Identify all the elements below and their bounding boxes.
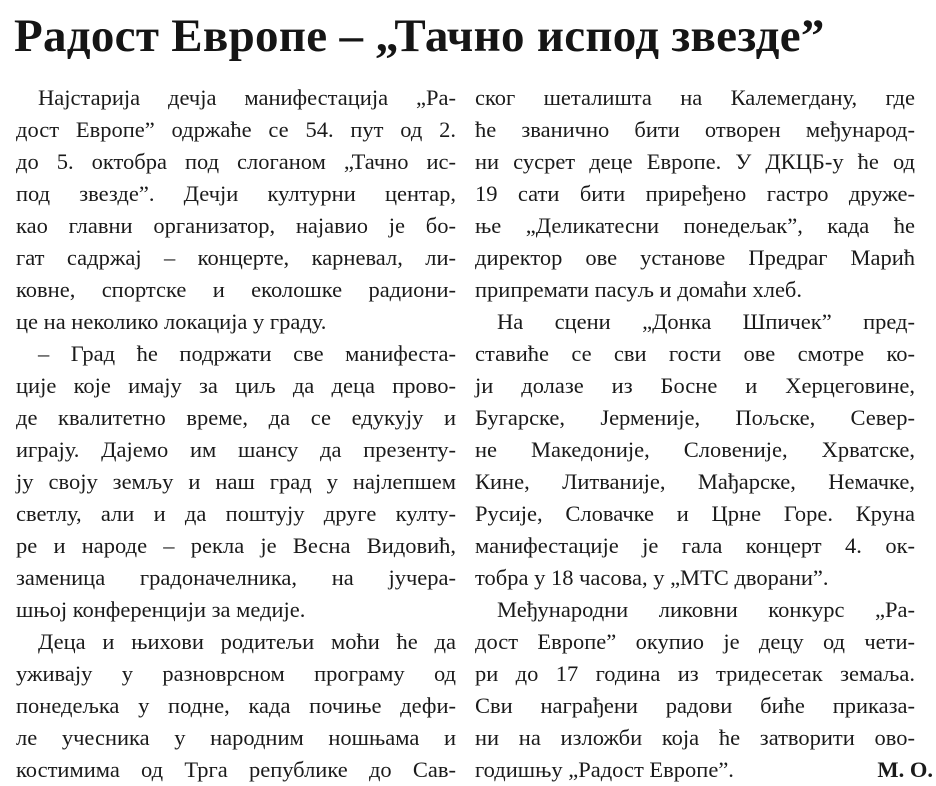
text-line xyxy=(475,114,915,146)
text-line-content: уживају у разноврсном програму од xyxy=(16,661,456,686)
text-line-content: понедељка у подне, када почиње дефи- xyxy=(16,693,456,718)
text-line xyxy=(475,274,915,306)
text-line-content: као главни организатор, најавио је бо- xyxy=(16,213,456,238)
text-line xyxy=(16,274,456,306)
text-line xyxy=(16,562,456,594)
text-line xyxy=(16,754,456,786)
text-line xyxy=(475,754,933,786)
text-line-content: ре и народе – рекла је Весна Видовић, xyxy=(16,533,456,558)
text-line xyxy=(475,690,915,722)
text-line xyxy=(475,146,915,178)
text-line-content: не Македоније, Словеније, Хрватске, xyxy=(475,437,915,462)
text-line-content: ни сусрет деце Европе. У ДКЦБ-у ће од xyxy=(475,149,915,174)
text-line xyxy=(16,466,456,498)
text-line-content: Сви награђени радови биће приказа- xyxy=(475,693,915,718)
article-column-right xyxy=(475,82,933,786)
text-line xyxy=(16,530,456,562)
text-line-content: ће званично бити отворен међународ- xyxy=(475,117,915,142)
text-line-content: играју. Дајемо им шансу да презенту- xyxy=(16,437,456,462)
text-line xyxy=(475,626,915,658)
text-line-content: Бугарске, Јерменије, Пољске, Север- xyxy=(475,405,915,430)
article-headline: Радост Европе – „Тачно испод звезде” xyxy=(14,10,825,62)
text-line-content: Кине, Литваније, Мађарске, Немачке, xyxy=(475,469,915,494)
text-line-content: це на неколико локација у граду. xyxy=(16,309,327,334)
text-line-content: Најстарија дечја манифестација „Ра- xyxy=(38,85,456,110)
text-line-content: ње „Деликатесни понедељак”, када ће xyxy=(475,213,915,238)
text-line xyxy=(16,82,456,114)
text-line xyxy=(16,306,456,338)
text-line xyxy=(16,594,456,626)
author-signature: М. О. xyxy=(877,757,933,782)
text-line xyxy=(475,178,915,210)
text-line-content: ског шеталишта на Калемегдану, где xyxy=(475,85,915,110)
text-line xyxy=(16,626,456,658)
text-line-content: шњој конференцији за медије. xyxy=(16,597,306,622)
text-line xyxy=(475,338,915,370)
text-line xyxy=(16,434,456,466)
text-line xyxy=(475,658,915,690)
text-line-content: 19 сати бити приређено гастро друже- xyxy=(475,181,915,206)
text-line-content: дост Европе” одржаће се 54. пут од 2. xyxy=(16,117,456,142)
text-line-content: Деца и њихови родитељи моћи ће да xyxy=(38,629,456,654)
text-line xyxy=(16,242,456,274)
text-line xyxy=(475,210,915,242)
text-line-content: ције које имају за циљ да деца прово- xyxy=(16,373,456,398)
text-line-content: костимима од Трга републике до Сав- xyxy=(16,757,456,782)
text-line xyxy=(16,338,456,370)
text-line xyxy=(16,370,456,402)
text-line-content: ставиће се сви гости ове смотре ко- xyxy=(475,341,915,366)
text-line-content: ле учесника у народним ношњама и xyxy=(16,725,456,750)
text-line-content: ни на изложби која ће затворити ово- xyxy=(475,725,915,750)
text-line xyxy=(475,306,915,338)
text-line-content: директор ове установе Предраг Марић xyxy=(475,245,915,270)
text-line xyxy=(475,82,915,114)
text-line-content: заменица градоначелника, на јучера- xyxy=(16,565,456,590)
text-line-content: ри до 17 година из тридесетак земаља. xyxy=(475,661,915,686)
text-line xyxy=(16,658,456,690)
text-line xyxy=(475,722,915,754)
text-line-content: ковне, спортске и еколошке радиони- xyxy=(16,277,456,302)
text-line xyxy=(475,498,915,530)
text-line xyxy=(16,690,456,722)
text-line-content: ји долазе из Босне и Херцеговине, xyxy=(475,373,915,398)
text-line xyxy=(475,434,915,466)
text-line xyxy=(16,178,456,210)
text-line xyxy=(16,402,456,434)
text-line xyxy=(475,466,915,498)
text-line xyxy=(16,146,456,178)
text-line-content: гат садржај – концерте, карневал, ли- xyxy=(16,245,456,270)
text-line-content: – Град ће подржати све манифеста- xyxy=(38,341,456,366)
text-line-content: ју своју земљу и наш град у најлепшем xyxy=(16,469,456,494)
text-line xyxy=(475,530,915,562)
text-line-content: годишњу „Радост Европе”. xyxy=(475,757,734,782)
text-line xyxy=(475,594,915,626)
text-line-content: светлу, али и да поштују друге култу- xyxy=(16,501,456,526)
text-line-content: На сцени „Донка Шпичек” пред- xyxy=(497,309,915,334)
text-line-content: Међународни ликовни конкурс „Ра- xyxy=(497,597,915,622)
text-line-content: де квалитетно време, да се едукују и xyxy=(16,405,456,430)
text-line xyxy=(16,114,456,146)
text-line-content: под звезде”. Дечји културни центар, xyxy=(16,181,456,206)
text-line xyxy=(475,402,915,434)
text-line-content: до 5. октобра под слоганом „Тачно ис- xyxy=(16,149,456,174)
text-line xyxy=(16,722,456,754)
text-line-content: припремати пасуљ и домаћи хлеб. xyxy=(475,277,803,302)
text-line xyxy=(16,210,456,242)
text-line-content: дост Европе” окупио је децу од чети- xyxy=(475,629,915,654)
text-line xyxy=(475,242,915,274)
text-line-content: Русије, Словачке и Црне Горе. Круна xyxy=(475,501,915,526)
text-line xyxy=(16,498,456,530)
article-column-left xyxy=(16,82,456,786)
text-line xyxy=(475,562,915,594)
text-line xyxy=(475,370,915,402)
text-line-content: манифестације је гала концерт 4. ок- xyxy=(475,533,915,558)
text-line-content: тобра у 18 часова, у „МТС дворани”. xyxy=(475,565,829,590)
